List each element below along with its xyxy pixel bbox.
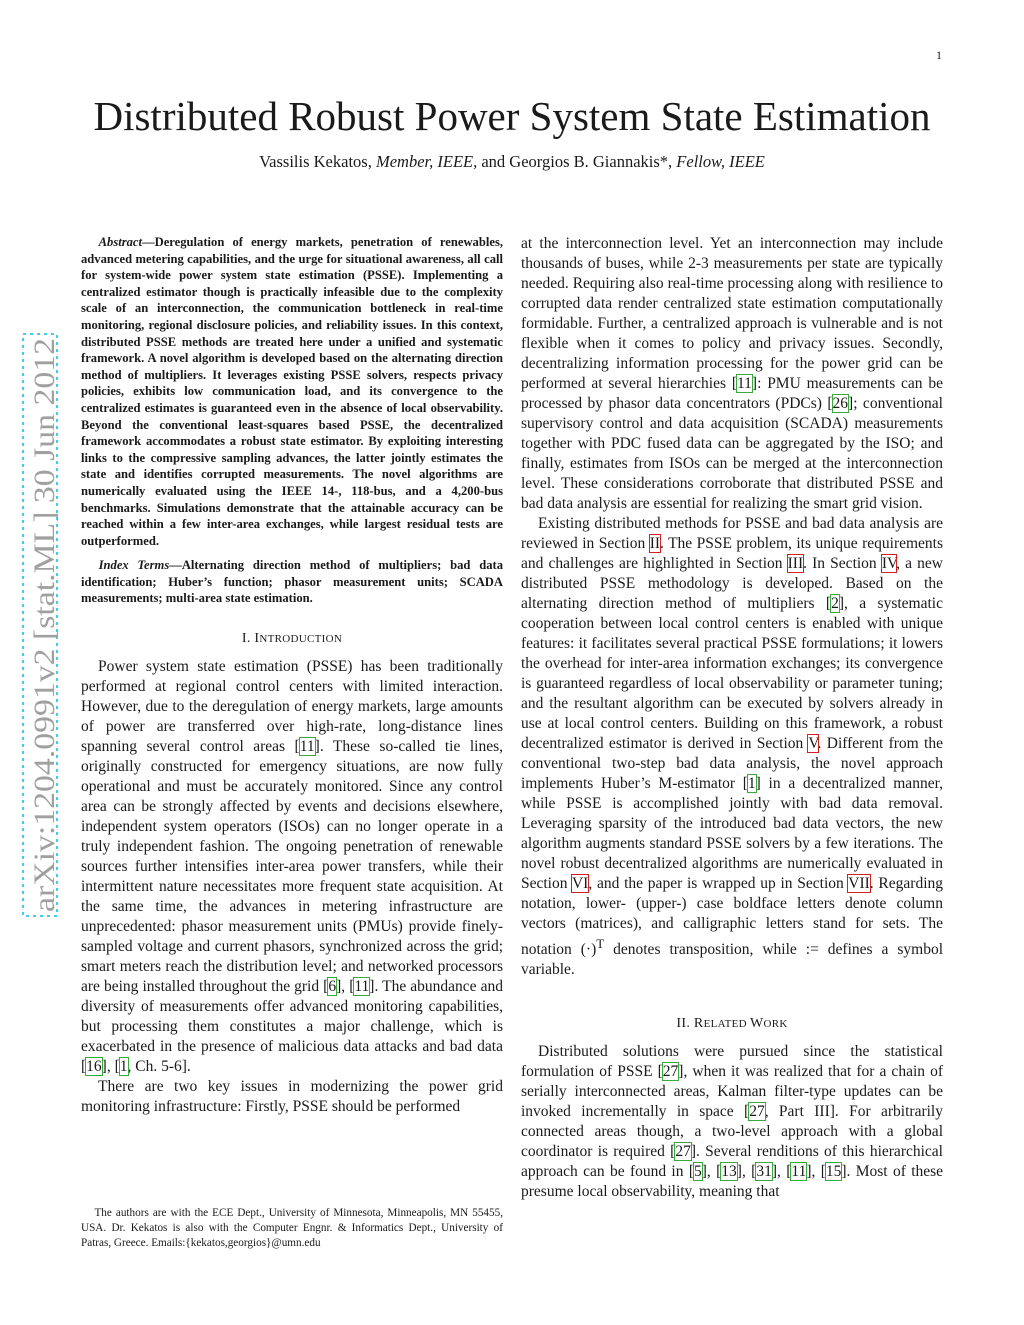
citation-link[interactable]: 26: [832, 395, 849, 412]
section-initial: R: [693, 1016, 704, 1032]
abstract-text: —Deregulation of energy markets, penetration of renewables, advanced metering capabilities, and the urge for situational awareness, all call for system-wide power system state estimation (PSSE). Implementing a centralized estimator though is practically infeasible due to the complexity scale of an interconnection, the communication bottleneck in real-time monitoring, regional disclosure policies, and reliability issues. In this context, distributed PSSE methods are treated here under a unified and systematic framework. A novel algorithm is developed based on the alternating direction method of multipliers. It leverages existing PSSE solvers, respects privacy policies, exhibits low communication load, and its convergence to the centralized estimates is guaranteed even in the absence of local observability. Beyond the conventional least-squares based PSSE, the decentralized framework accommodates a robust state estimator. By exploiting interesting links to the compressive sampling advances, the latter jointly estimates the state and identifies corrupted measurements. The novel algorithms are numerically evaluated using the IEEE 14-, 118-bus, and a 4,200-bus benchmarks. Simulations demonstrate that the attainable accuracy can be reached within a few inter-area exchanges, while largest residual tests are outperformed.: [81, 235, 503, 548]
author-2: and Georgios B. Giannakis*,: [477, 152, 677, 171]
related-work-paragraph-1: Distributed solutions were pursued since the statistical formulation of PSSE [27], when it was realized that for a chain of serially interconnected areas, Kalman filter-type updates can be invoked incrementally in space [27, Part III]. For arbitrarily connected areas though, a two-level approach with a global coordinator is required [27]. Several renditions of this hierarchical approach can be found in [5], [13], [31], [11], [15]. Most of these presume local observability, meaning that: [521, 1043, 944, 1201]
transpose-superscript: T: [596, 936, 605, 951]
index-terms-lead: Index Terms: [98, 558, 170, 573]
section-title-rest: ORK: [763, 1018, 788, 1031]
section-link[interactable]: III: [787, 555, 804, 572]
right-column: [521, 234, 943, 1202]
left-column: [81, 234, 503, 1117]
section-link[interactable]: IV: [881, 555, 897, 572]
section-number: I.: [241, 631, 255, 647]
section-link[interactable]: V: [808, 735, 818, 752]
citation-link[interactable]: 2: [831, 595, 839, 612]
section-link[interactable]: VI: [571, 875, 589, 892]
footnote: The authors are with the ECE Dept., University of Minnesota, Minneapolis, MN 55455, USA. Dr. Kekatos is also with the Computer Engnr. & Informatics Dept., University of Patras, Greece. Emails:{kekatos,georgios}@umn.edu: [81, 1207, 503, 1249]
citation-link[interactable]: 15: [825, 1163, 842, 1181]
section-number: II.: [676, 1016, 694, 1032]
citation-link[interactable]: 31: [756, 1163, 772, 1181]
intro-paragraph-2-cont: at the interconnection level. Yet an interconnection may include thousands of buses, while 2-3 measurements per state are typically needed. Requiring also real-time processing along with resilience to corrupted data render centralized state estimation computationally formidable. Further, a centralized approach is vulnerable and is not flexible when it comes to policy and privacy issues. Secondly, decentralizing information processing for the power grid can be performed at several hierarchies [11]: PMU measurements can be processed by phasor data concentrators (PDCs) [26]; conventional supervisory control and data acquisition (SCADA) measurements together with PDC fused data can be aggregated by the ISO; and finally, estimates from ISOs can be merged at the interconnection level. These considerations corroborate that distributed PSSE and bad data analysis are essential for realizing the smart grid vision.: [521, 235, 943, 512]
page-number: 1: [936, 48, 942, 62]
citation-link[interactable]: 6: [328, 978, 337, 996]
section-heading-related-work: [521, 1014, 943, 1034]
section-initial: W: [749, 1016, 764, 1032]
arxiv-stamp[interactable]: [10, 330, 70, 920]
index-terms-text: —Alternating direction method of multipliers; bad data identification; Huber’s function; phasor measurement units; SCADA measurements; multi-area state estimation.: [81, 558, 503, 606]
citation-link[interactable]: 11: [736, 375, 752, 392]
authors-line: [0, 152, 1024, 172]
intro-paragraph-2: There are two key issues in modernizing the power grid monitoring infrastructure: Firstly, PSSE should be performed: [81, 1078, 503, 1116]
citation-link[interactable]: 11: [354, 978, 370, 996]
citation-link[interactable]: 11: [299, 738, 315, 756]
abstract: [81, 234, 503, 549]
section-link[interactable]: II: [649, 535, 661, 552]
arxiv-stamp-text: arXiv:1204.0991v2 [stat.ML] 30 Jun 2012: [28, 402, 61, 912]
citation-link[interactable]: 1: [747, 775, 756, 792]
section-link[interactable]: VII: [848, 875, 870, 892]
section-title-rest: NTRODUCTION: [259, 633, 343, 646]
author-2-role: Fellow, IEEE: [676, 152, 765, 171]
index-terms: [81, 557, 503, 607]
citation-link[interactable]: 5: [694, 1163, 702, 1181]
section-heading-introduction: [81, 629, 503, 649]
section-initial: I: [254, 631, 260, 647]
citation-link[interactable]: 1: [119, 1058, 128, 1076]
section-title-rest: ELATED: [703, 1018, 750, 1031]
intro-paragraph-1: Power system state estimation (PSSE) has been traditionally performed at regional control centers with limited interaction. However, due to the deregulation of energy markets, large amounts of power are transferred over high-rate, long-distance lines spanning several control areas [11]. These so-called tie lines, originally constructed for emergency situations, are now fully operational and must be accurately monitored. Since any control area can be strongly affected by events and decisions elsewhere, independent system operators (ISOs) can no longer operate in a truly independent fashion. The ongoing penetration of renewable sources further intensifies inter-area power transfers, while their intermittent nature necessitates more frequent state acquisition. At the same time, the advances in metering infrastructure are unprecedented: phasor measurement units (PMUs) provide finely-sampled voltage and current phasors, synchronized across the grid; smart meters reach the distribution level; and networked processors are being installed throughout the grid [6], [11]. The abundance and diversity of measurements offer advanced monitoring capabilities, but processing them constitutes a major challenge, which is exacerbated in the presence of malicious data attacks and bad data [16], [1, Ch. 5-6].: [81, 658, 503, 1076]
abstract-lead: Abstract: [98, 235, 143, 249]
citation-link[interactable]: 27: [662, 1063, 679, 1081]
paper-title: Distributed Robust Power System State Estimation: [93, 93, 931, 139]
citation-link[interactable]: 27: [749, 1103, 765, 1121]
citation-link[interactable]: 11: [791, 1163, 807, 1181]
citation-link[interactable]: 13: [721, 1163, 737, 1181]
citation-link[interactable]: 27: [675, 1143, 691, 1161]
author-1: Vassilis Kekatos,: [259, 152, 376, 171]
author-1-role: Member, IEEE,: [375, 152, 478, 171]
intro-paragraph-3: Existing distributed methods for PSSE and bad data analysis are reviewed in Section II. The PSSE problem, its unique requirements and challenges are highlighted in Section III. In Section IV, a new distributed PSSE methodology is developed. Based on the alternating direction method of multipliers [2], a systematic cooperation between local control centers is enabled with unique features: it facilitates several practical PSSE formulations; it lowers the overhead for inter-area information exchanges; its convergence is guaranteed regardless of local observability or parameter tuning; and the resultant algorithm can be executed by solvers already in use at local control centers. Building on this framework, a robust decentralized estimator is derived in Section V. Different from the conventional two-step bad data analysis, the novel approach implements Huber’s M-estimator [1] in a decentralized manner, while PSSE is accomplished jointly with bad data removal. Leveraging sparsity of the introduced bad data vectors, the new algorithm augments standard PSSE solvers by a few iterations. The novel robust decentralized algorithms are numerically evaluated in Section VI, and the paper is wrapped up in Section VII. Regarding notation, lower- (upper-) case boldface letters denote column vectors (matrices), and calligraphic letters stand for sets. The notation $(\cdot)^T$ denotes transposition, while := defines a symbol variable.: [521, 515, 944, 979]
citation-link[interactable]: 16: [86, 1058, 102, 1076]
